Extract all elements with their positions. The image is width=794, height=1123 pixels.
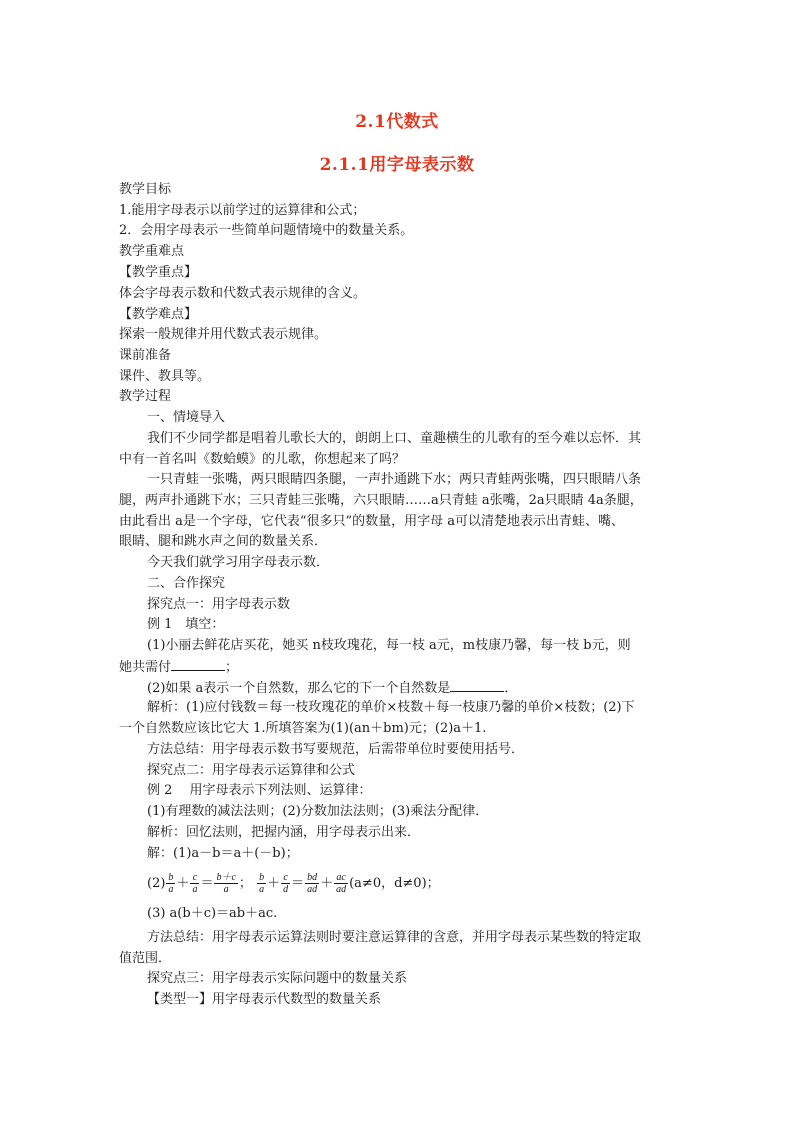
fraction: $\frac{c}{d}$	[283, 872, 289, 895]
explore-point-3: 探究点三：用字母表示实际问题中的数量关系	[147, 971, 408, 986]
paragraph-line: 一只青蛙一张嘴，两只眼睛四条腿，一声扑通跳下水；两只青蛙两张嘴，四只眼睛八条	[147, 472, 642, 487]
goal-1: 1.能用字母表示以前学过的运算律和公式；	[119, 203, 366, 218]
goal-2: 2．会用字母表示一些简单问题情境中的数量关系。	[119, 223, 414, 238]
analysis-1: 解析：(1)应付钱数＝每一枝玫瑰花的单价×枝数＋每一枝康乃馨的单价×枝数；(2)下	[147, 700, 635, 715]
example-2-items: (1)有理数的减法法则；(2)分数加法法则；(3)乘法分配律．	[147, 804, 489, 819]
example-1-q1-cont: 她共需付 ；	[119, 660, 239, 675]
paragraph-line: 今天我们就学习用字母表示数．	[147, 555, 330, 570]
section-intro: 一、情境导入	[147, 410, 226, 425]
explore-point-2: 探究点二：用字母表示运算律和公式	[147, 763, 356, 778]
example-2-heading: 例 2 用字母表示下列法则、运算律：	[147, 783, 372, 798]
method-summary-2: 方法总结：用字母表示运算法则时要注意运算律的含意，并用字母表示某些数的特定取	[147, 930, 642, 945]
method-summary-1: 方法总结：用字母表示数书写要规范，后需带单位时要使用括号．	[147, 742, 525, 757]
heading-preparation: 课前准备	[119, 348, 172, 363]
document-title: 2.1代数式	[355, 112, 439, 132]
section-subtitle: 2.1.1用字母表示数	[319, 155, 475, 175]
example-1-heading: 例 1 填空：	[147, 617, 225, 632]
key-point-text: 体会字母表示数和代数式表示规律的含义。	[119, 286, 367, 301]
difficult-point-text: 探索一般规律并用代数式表示规律。	[119, 327, 328, 342]
fraction: $\frac{b}{a}$	[168, 872, 174, 895]
heading-key-difficult-points: 教学重难点	[119, 244, 185, 259]
paragraph-line: 眼睛、腿和跳水声之间的数量关系．	[119, 534, 328, 549]
solution-3: (3) a(b＋c)＝ab＋ac.	[147, 906, 278, 921]
solution-1: 解：(1)a－b＝a＋(－b)；	[147, 846, 299, 861]
heading-teaching-process: 教学过程	[119, 389, 172, 404]
fraction: $\frac{bd}{ad}$	[307, 872, 318, 895]
paragraph-line: 我们不少同学都是唱着儿歌长大的，朗朗上口、童趣横生的儿歌有的至今难以忘怀．其	[147, 431, 642, 446]
section-cooperation: 二、合作探究	[147, 576, 226, 591]
fraction: $\frac{b}{a}$	[259, 872, 265, 895]
paragraph-line: 中有一首名叫《数蛤蟆》的儿歌，你想起来了吗？	[119, 452, 406, 467]
fraction: $\frac{ac}{ad}$	[336, 872, 347, 895]
label-key-point: 【教学重点】	[119, 265, 198, 280]
analysis-1-cont: 一个自然数应该比它大 1.所填答案为(1)(an＋bm)元；(2)a＋1.	[119, 721, 487, 736]
explore-point-1: 探究点一：用字母表示数	[147, 597, 291, 612]
heading-teaching-goals: 教学目标	[119, 182, 172, 197]
paragraph-line: 腿，两声扑通跳下水；三只青蛙三张嘴，六只眼睛……a只青蛙 a张嘴，2a只眼睛 4a条腿，	[119, 493, 643, 508]
example-1-q2: (2)如果 a表示一个自然数，那么它的下一个自然数是 ．	[147, 681, 518, 696]
label-difficult-point: 【教学难点】	[119, 307, 198, 322]
example-1-q1: (1)小丽去鲜花店买花，她买 n枝玫瑰花，每一枝 a元，m枝康乃馨，每一枝 b元，则	[147, 638, 631, 653]
fraction: $\frac{b+c}{a}$	[216, 872, 236, 895]
preparation-text: 课件、教具等。	[119, 369, 211, 384]
method-summary-2-cont: 值范围．	[119, 951, 172, 966]
solution-2-formula: (2) $\frac{b}{a}$ ＋ $\frac{c}{a}$ ＝ $\frac{b+c}{a}$ ； $\frac{b}{a}$ ＋ $\frac{c}{d}$ ＝ $\frac{bd}{ad}$ ＋ $\frac{ac}{ad}$ (a≠0，d≠0)；	[147, 872, 440, 895]
paragraph-line: 由此看出 a是一个字母，它代表“很多只”的数量，用字母 a可以清楚地表示出青蛙、嘴、	[119, 514, 625, 529]
answer-blank	[171, 658, 225, 671]
type-1-heading: 【类型一】用字母表示代数型的数量关系	[147, 992, 382, 1007]
fraction: $\frac{c}{a}$	[192, 872, 198, 895]
analysis-2: 解析：回忆法则，把握内涵，用字母表示出来．	[147, 825, 421, 840]
answer-blank	[450, 679, 504, 692]
